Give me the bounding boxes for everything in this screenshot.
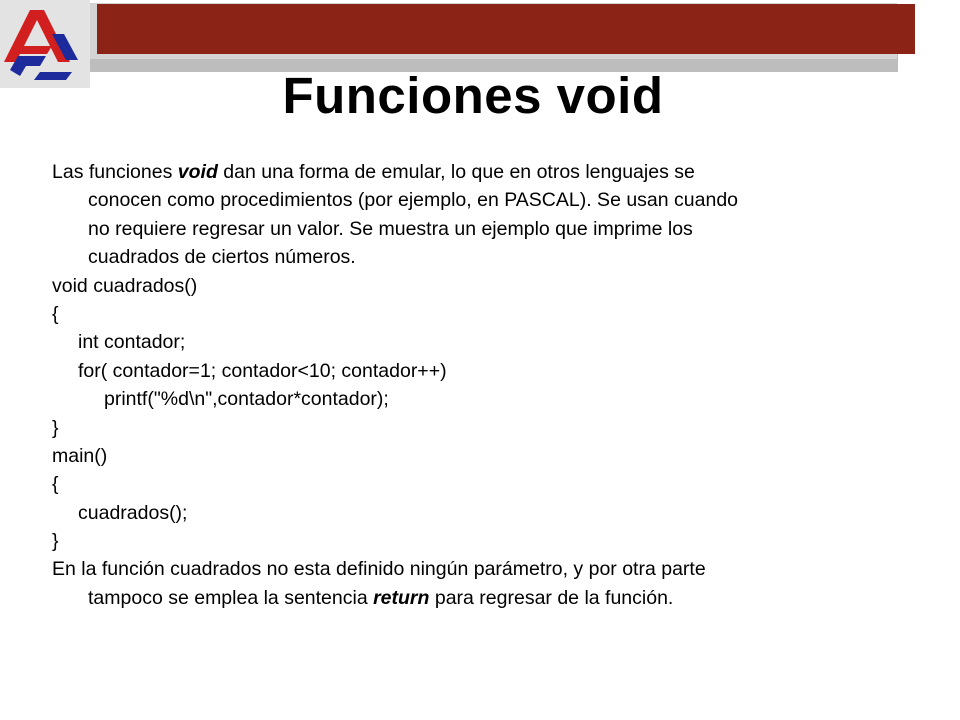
code-line: printf("%d\n",contador*contador); <box>104 388 389 411</box>
code-line: int contador; <box>78 331 186 354</box>
header-banner <box>97 4 915 54</box>
slide-title: Funciones void <box>282 67 664 124</box>
code-line: void cuadrados() <box>52 274 198 297</box>
text-run: Las funciones <box>52 161 178 183</box>
paragraph-closing-line-2 <box>52 584 902 612</box>
code-line: cuadrados(); <box>78 501 188 524</box>
text-run: tampoco se emplea la sentencia <box>88 586 374 609</box>
code-line: } <box>52 530 59 553</box>
code-line: { <box>52 473 59 496</box>
keyword-void: void <box>177 161 218 183</box>
text-run: dan una forma de emular, lo que en otros lenguajes se <box>217 161 695 183</box>
code-line: } <box>52 416 59 439</box>
paragraph-intro-line-2: conocen como procedimientos (por ejemplo, en PASCAL). Se usan cuando <box>88 189 739 212</box>
code-line: { <box>52 302 59 325</box>
paragraph-intro-line-4: cuadrados de ciertos números. <box>88 246 356 269</box>
slide-body <box>52 158 902 612</box>
code-line: main() <box>52 444 108 467</box>
text-run: para regresar de la función. <box>429 586 674 609</box>
paragraph-closing-line-1: En la función cuadrados no esta definido ningún parámetro, y por otra parte <box>52 558 706 581</box>
code-line: for( contador=1; contador<10; contador++) <box>78 359 447 382</box>
keyword-return: return <box>373 586 430 609</box>
paragraph-intro-line-3: no requiere regresar un valor. Se muestra un ejemplo que imprime los <box>88 217 693 240</box>
paragraph-intro-line-1 <box>52 158 902 186</box>
